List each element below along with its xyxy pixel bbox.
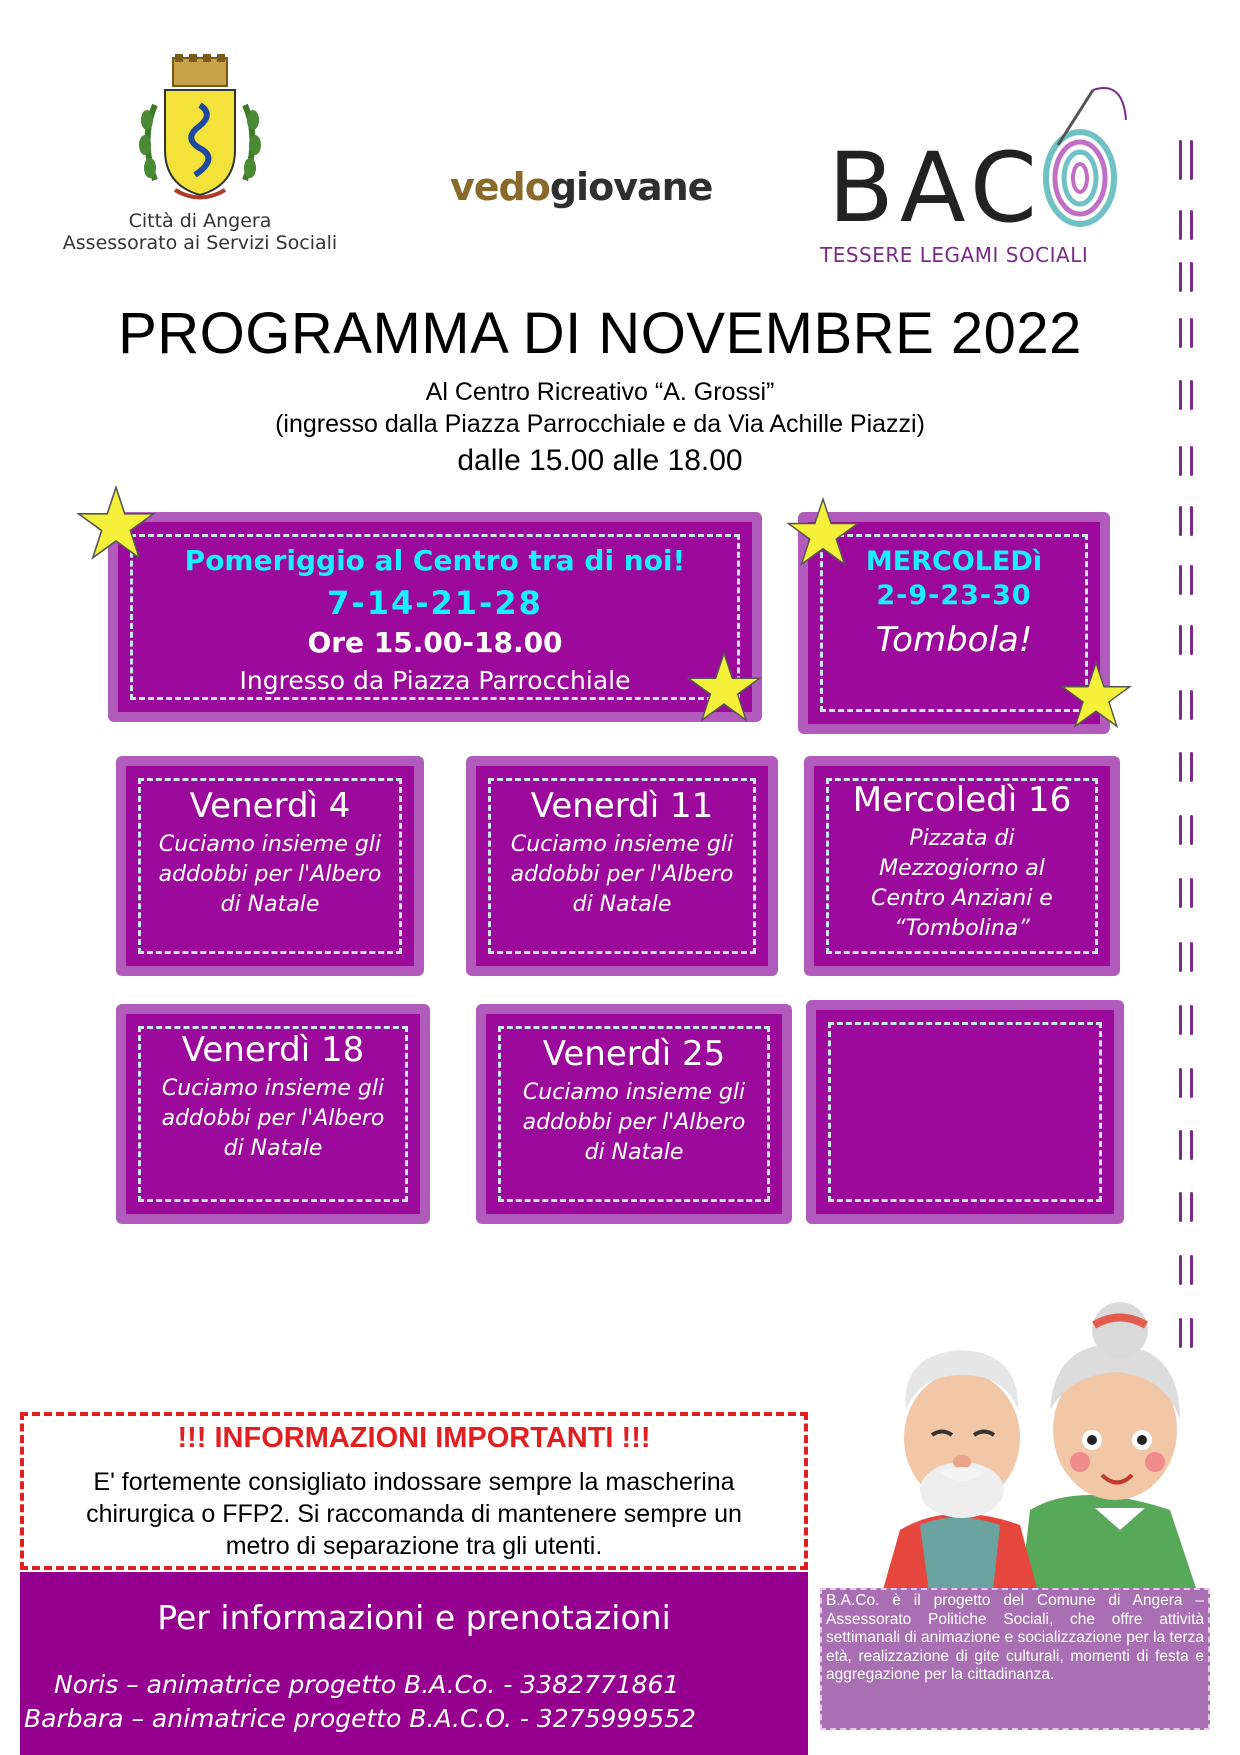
city-name: Città di Angera	[128, 210, 272, 232]
event-day: Venerdì 11	[530, 786, 714, 826]
event-title: Pomeriggio al Centro tra di noi!	[184, 544, 686, 577]
vedogiovane-logo	[450, 165, 712, 209]
entrance-line: (ingresso dalla Piazza Parrocchiale e da Via Achille Piazzi)	[275, 410, 925, 438]
event-dates: 2-9-23-30	[876, 580, 1032, 611]
event-box-ven11	[476, 766, 768, 966]
crest-emblem-icon	[135, 50, 265, 210]
page-title: PROGRAMMA DI NOVEMBRE 2022	[118, 301, 1082, 366]
city-department: Assessorato ai Servizi Sociali	[62, 232, 338, 254]
event-box-ven18	[126, 1014, 420, 1214]
event-desc: Pizzata di	[909, 826, 1015, 851]
event-box-empty	[816, 1010, 1114, 1214]
event-dates: 7-14-21-28	[327, 584, 543, 622]
event-box-pomeriggio	[118, 522, 752, 712]
info-body	[34, 1466, 794, 1562]
important-info-box	[20, 1412, 808, 1570]
info-line: metro di separazione tra gli utenti.	[225, 1532, 603, 1560]
event-desc: di Natale	[223, 1136, 323, 1161]
event-note: Ingresso da Piazza Parrocchiale	[239, 666, 631, 695]
contact-line-noris: Noris – animatrice progetto B.A.Co. - 3382771861	[54, 1670, 680, 1699]
event-box-ven4	[126, 766, 414, 966]
event-label: Tombola!	[875, 620, 1033, 660]
event-day: Venerdì 4	[189, 786, 351, 826]
event-desc: Cuciamo insieme gli	[161, 1076, 385, 1101]
event-box-ven25	[486, 1014, 782, 1214]
event-day: Venerdì 18	[181, 1030, 365, 1070]
star-icon	[786, 496, 860, 568]
contact-heading: Per informazioni e prenotazioni	[157, 1598, 671, 1637]
event-day: Mercoledì 16	[852, 780, 1072, 820]
event-desc: Cuciamo insieme gli	[158, 832, 382, 857]
star-icon	[76, 484, 156, 562]
event-desc: di Natale	[572, 892, 672, 917]
event-desc: addobbi per l'Albero	[161, 1106, 385, 1131]
star-icon	[686, 650, 762, 724]
info-line: chirurgica o FFP2. Si raccomanda di mantenere sempre un	[86, 1500, 742, 1528]
baco-logo-word: BAC	[828, 132, 1043, 244]
event-desc: Cuciamo insieme gli	[510, 832, 734, 857]
event-desc: addobbi per l'Albero	[522, 1110, 746, 1135]
star-icon	[1060, 660, 1132, 730]
event-desc: di Natale	[220, 892, 320, 917]
event-box-mer16	[814, 766, 1110, 966]
event-desc: di Natale	[584, 1140, 684, 1165]
event-desc: Mezzogiorno al	[879, 856, 1045, 881]
event-desc: addobbi per l'Albero	[510, 862, 734, 887]
project-description: B.A.Co. è il progetto del Comune di Angera – Assessorato Politiche Sociali, che offre attività settimanali di animazione e socializzazione per la terza età, realizzazione di gite culturali, momenti di festa e aggregazione per la cittadinanza.	[820, 1588, 1210, 1730]
info-heading: !!! INFORMAZIONI IMPORTANTI !!!	[177, 1422, 651, 1454]
event-desc: Cuciamo insieme gli	[522, 1080, 746, 1105]
contact-line-barbara: Barbara – animatrice progetto B.A.C.O. - 3275999552	[24, 1704, 696, 1733]
vedogiovane-logo-part1: vedo	[450, 165, 550, 209]
event-desc: addobbi per l'Albero	[158, 862, 382, 887]
event-desc: “Tombolina”	[894, 916, 1030, 941]
event-title: MERCOLEDì	[865, 546, 1043, 577]
event-day: Venerdì 25	[542, 1034, 726, 1074]
baco-logo	[820, 80, 1120, 270]
elderly-couple-illustration-icon	[880, 1280, 1220, 1600]
baco-tagline: TESSERE LEGAMI SOCIALI	[820, 243, 1089, 267]
yarn-ball-icon	[1038, 80, 1128, 230]
hours-line: dalle 15.00 alle 18.00	[457, 444, 743, 477]
venue-line: Al Centro Ricreativo “A. Grossi”	[425, 378, 775, 406]
event-time: Ore 15.00-18.00	[307, 626, 563, 659]
contact-box	[20, 1572, 808, 1755]
info-line: E' fortemente consigliato indossare sempre la mascherina	[93, 1468, 735, 1496]
city-crest-logo	[60, 50, 340, 285]
vedogiovane-logo-part2: giovane	[549, 165, 713, 209]
event-desc: Centro Anziani e	[871, 886, 1053, 911]
